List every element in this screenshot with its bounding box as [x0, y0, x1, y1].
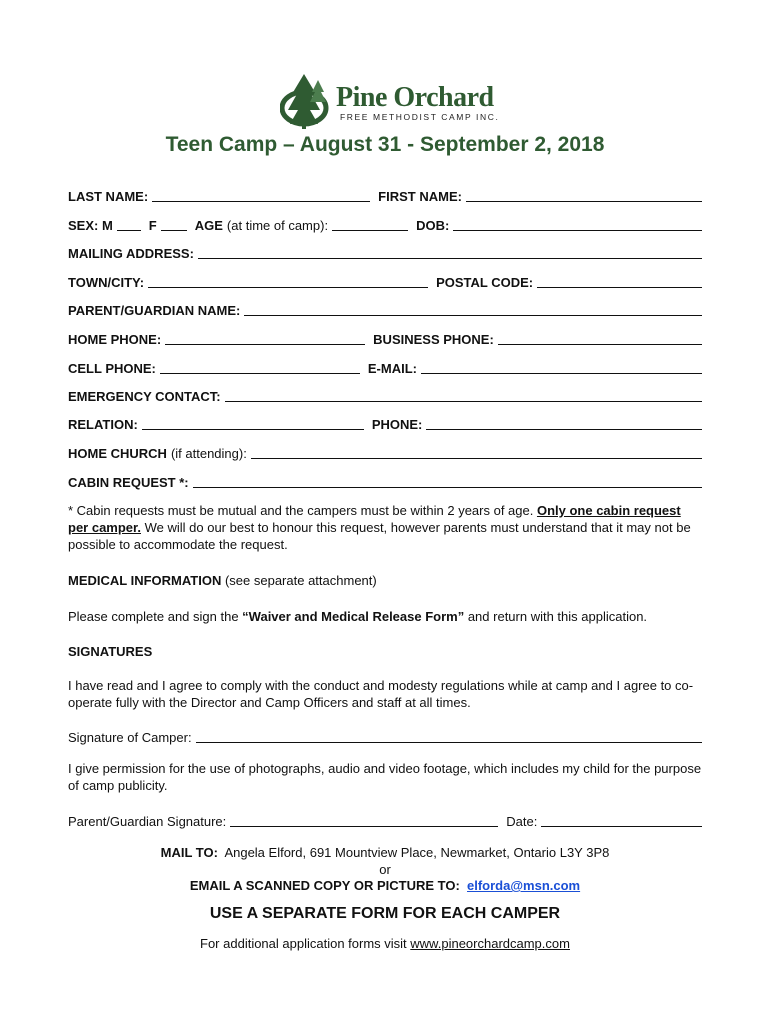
- logo-subtitle: FREE METHODIST CAMP INC.: [340, 112, 500, 122]
- emergency-contact-field[interactable]: [225, 389, 702, 402]
- website-link[interactable]: www.pineorchardcamp.com: [410, 936, 570, 951]
- page-title: Teen Camp – August 31 - September 2, 2018: [165, 133, 605, 156]
- sex-age-dob-row: [68, 215, 702, 233]
- cabin-row: [68, 472, 702, 490]
- camp-logo: [280, 70, 500, 130]
- logo-name: Pine Orchard: [336, 82, 494, 113]
- medical-note: (see separate attachment): [224, 573, 377, 588]
- waiver-post: and return with this application.: [464, 609, 648, 624]
- sex-f-label: F: [148, 218, 157, 233]
- parent-signature-field[interactable]: [230, 814, 498, 827]
- parent-row: [68, 300, 702, 318]
- email-link[interactable]: elforda@msn.com: [467, 878, 581, 893]
- age-note: (at time of camp):: [226, 218, 329, 233]
- parent-name-label: PARENT/GUARDIAN NAME:: [68, 303, 241, 318]
- mailing-address-label: MAILING ADDRESS:: [68, 246, 194, 261]
- first-name-label: FIRST NAME:: [378, 189, 462, 204]
- sex-m-label: SEX: M: [68, 218, 113, 233]
- signatures-heading: SIGNATURES: [68, 644, 153, 659]
- home-church-note: (if attending):: [170, 446, 247, 461]
- cabin-note-text-2: We will do our best to honour this request, however parents must understand that it may not be possible to accommodate the request.: [68, 520, 691, 552]
- pine-tree-icon: [280, 70, 340, 130]
- email-copy-label: EMAIL A SCANNED COPY OR PICTURE TO:: [189, 878, 460, 893]
- mail-address: Angela Elford, 691 Mountview Place, Newmarket, Ontario L3Y 3P8: [224, 845, 610, 860]
- cabin-request-label: CABIN REQUEST *:: [68, 475, 189, 490]
- medical-label: MEDICAL INFORMATION: [68, 573, 222, 588]
- email-instruction: [0, 878, 770, 893]
- postal-code-label: POSTAL CODE:: [436, 275, 534, 290]
- relation-row: [68, 414, 702, 432]
- mailing-row: [68, 243, 702, 261]
- sex-m-field[interactable]: [117, 218, 141, 231]
- parent-signature-label: Parent/Guardian Signature:: [68, 814, 227, 829]
- relation-label: RELATION:: [68, 417, 138, 432]
- dob-label: DOB:: [416, 218, 450, 233]
- cabin-request-field[interactable]: [193, 475, 702, 488]
- email-field[interactable]: [421, 361, 702, 374]
- dob-field[interactable]: [453, 218, 702, 231]
- age-label: AGE: [194, 218, 223, 233]
- camper-signature-label: Signature of Camper:: [68, 730, 192, 745]
- date-field[interactable]: [541, 814, 702, 827]
- relation-field[interactable]: [142, 417, 364, 430]
- last-name-label: LAST NAME:: [68, 189, 149, 204]
- home-church-field[interactable]: [251, 446, 702, 459]
- waiver-instruction: [68, 608, 704, 625]
- or-text: or: [379, 862, 391, 877]
- permission-text: I give permission for the use of photographs, audio and video footage, which includes my child for the purpose of camp publicity.: [68, 761, 702, 793]
- business-phone-label: BUSINESS PHONE:: [373, 332, 494, 347]
- name-row: [68, 186, 702, 204]
- emergency-contact-label: EMERGENCY CONTACT:: [68, 389, 221, 404]
- cabin-note-emphasis: Only one cabin request per camper.: [68, 503, 681, 535]
- phone-field[interactable]: [426, 417, 702, 430]
- additional-forms: [0, 936, 770, 951]
- mail-to-label: MAIL TO:: [160, 845, 218, 860]
- mail-to: [0, 845, 770, 860]
- parent-signature-row: [68, 811, 702, 829]
- medical-info: [68, 572, 704, 589]
- home-church-label: HOME CHURCH: [68, 446, 167, 461]
- sex-f-field[interactable]: [161, 218, 187, 231]
- church-row: [68, 443, 702, 461]
- home-phone-label: HOME PHONE:: [68, 332, 162, 347]
- date-label: Date:: [506, 814, 538, 829]
- business-phone-field[interactable]: [498, 332, 702, 345]
- town-label: TOWN/CITY:: [68, 275, 145, 290]
- cabin-note-text: * Cabin requests must be mutual and the campers must be within 2 years of age.: [68, 503, 537, 518]
- cell-phone-label: CELL PHONE:: [68, 361, 156, 376]
- cell-email-row: [68, 358, 702, 376]
- last-name-field[interactable]: [152, 189, 370, 202]
- home-phone-field[interactable]: [165, 332, 365, 345]
- waiver-form-name: “Waiver and Medical Release Form”: [242, 609, 465, 624]
- waiver-pre: Please complete and sign the: [68, 609, 243, 624]
- cell-phone-field[interactable]: [160, 361, 360, 374]
- cabin-note: [68, 502, 704, 553]
- first-name-field[interactable]: [466, 189, 702, 202]
- emergency-row: [68, 386, 702, 404]
- separate-form-heading: USE A SEPARATE FORM FOR EACH CAMPER: [209, 905, 561, 922]
- email-label: E-MAIL:: [367, 361, 417, 376]
- parent-name-field[interactable]: [244, 303, 702, 316]
- phone-label: PHONE:: [371, 417, 423, 432]
- town-field[interactable]: [148, 275, 428, 288]
- additional-forms-text: For additional application forms visit: [200, 936, 411, 951]
- agreement-text: I have read and I agree to comply with the conduct and modesty regulations while at camp and I agree to co-operate fully with the Director and Camp Officers and staff at all times.: [68, 678, 694, 710]
- postal-code-field[interactable]: [537, 275, 702, 288]
- phone-row: [68, 329, 702, 347]
- age-field[interactable]: [332, 218, 408, 231]
- town-row: [68, 272, 702, 290]
- camper-signature-row: [68, 727, 702, 745]
- mailing-address-field[interactable]: [198, 246, 702, 259]
- camper-signature-field[interactable]: [196, 730, 702, 743]
